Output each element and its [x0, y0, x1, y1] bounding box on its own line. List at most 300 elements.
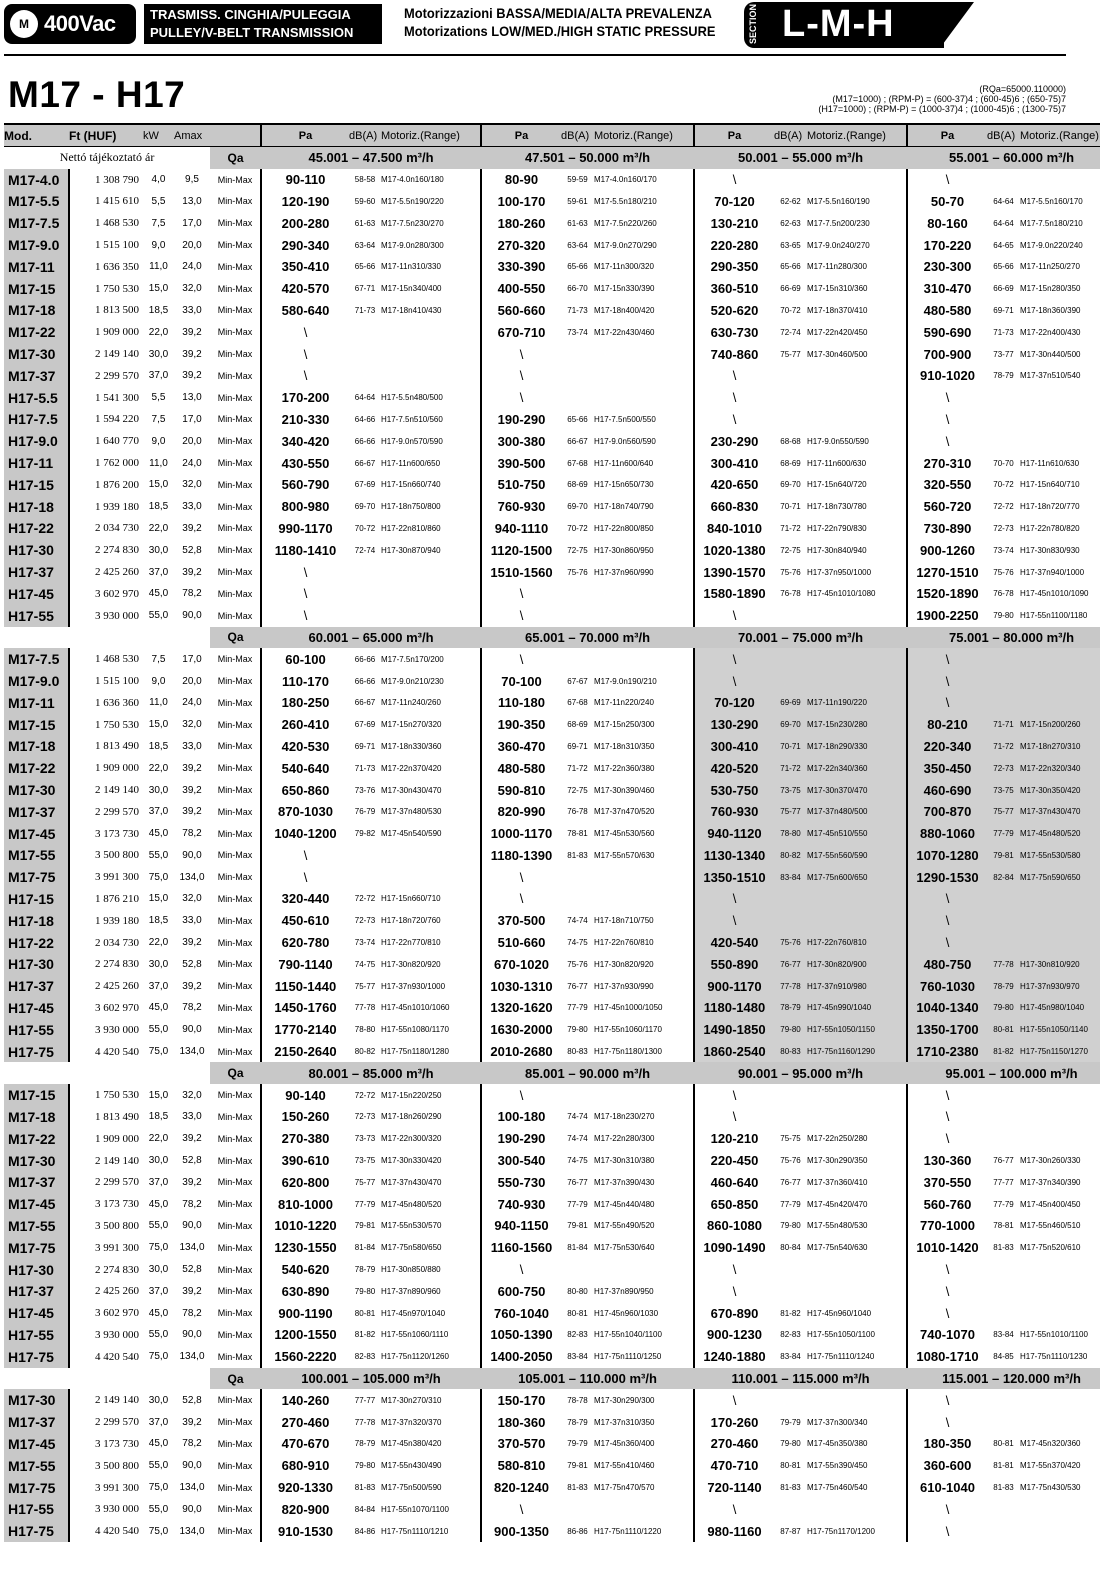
price-cell: 3 991 300	[95, 1481, 139, 1494]
empty-cell	[774, 888, 807, 910]
pa-cell: 270-320	[497, 237, 546, 253]
pa-cell: 810-1000	[278, 1196, 333, 1212]
model-cell: M17-37	[4, 1171, 69, 1193]
price-cell: 1 762 000	[95, 457, 139, 470]
empty-cell	[594, 648, 694, 670]
pa-cell: 420-650	[710, 477, 759, 493]
db-cell: 65-66	[780, 262, 801, 272]
price-cell: 3 991 300	[95, 871, 139, 884]
empty-cell	[774, 365, 807, 387]
model-cell: M17-30	[4, 343, 69, 365]
pa-cell: 1860-2540	[694, 1041, 774, 1063]
price-cell: 2 274 830	[95, 1263, 139, 1276]
page-header	[0, 0, 1100, 60]
motor-range-cell: M17-45n530/560	[594, 823, 694, 845]
db-cell: 71-73	[354, 305, 376, 315]
pa-cell: 790-1140	[278, 956, 333, 972]
empty-cell	[1020, 169, 1100, 191]
not-available-cell: \	[732, 1262, 737, 1278]
col-pa-header: Pa	[694, 124, 774, 147]
db-cell: 83-84	[780, 1352, 801, 1362]
pa-cell: 1150-1440	[274, 978, 337, 994]
pa-cell: 400-550	[497, 281, 546, 297]
pa-cell: 1710-2380	[907, 1041, 987, 1063]
pa-cell: 800-980	[281, 499, 330, 515]
minmax-cell: Min-Max	[210, 997, 261, 1019]
price-cell: 3 173 730	[95, 1198, 139, 1211]
model-cell: H17-7.5	[4, 409, 69, 431]
amax-cell: 39,2	[182, 806, 202, 818]
minmax-cell: Min-Max	[210, 583, 261, 605]
amax-cell: 90,0	[182, 1220, 202, 1232]
pa-cell: 180-360	[497, 1414, 546, 1430]
pa-cell: 120-190	[281, 193, 330, 209]
motor-range-cell: M17-75n520/610	[1020, 1237, 1100, 1259]
pa-cell: 260-410	[281, 717, 330, 733]
db-cell: 64-64	[993, 218, 1014, 228]
pa-cell: 980-1160	[707, 1523, 762, 1539]
model-cell: H17-55	[4, 1324, 69, 1346]
kw-cell: 7,5	[151, 413, 166, 425]
pa-cell: 390-500	[497, 455, 546, 471]
db-cell: 66-67	[354, 698, 376, 708]
price-cell: 2 425 260	[95, 1285, 139, 1298]
pa-cell: 1240-1880	[703, 1349, 766, 1365]
pa-cell: 630-890	[281, 1283, 330, 1299]
qa-spacer	[4, 1062, 210, 1084]
motor-range-cell: M17-45n420/470	[807, 1193, 907, 1215]
db-cell: 78-80	[354, 1025, 376, 1035]
db-cell: 68-69	[567, 720, 588, 730]
empty-cell	[561, 1259, 594, 1281]
minmax-cell: Min-Max	[210, 866, 261, 888]
empty-cell	[1020, 1084, 1100, 1106]
pa-cell: 560-660	[497, 302, 546, 318]
not-available-cell: \	[694, 648, 774, 670]
motor-range-cell: M17-30n260/330	[1020, 1150, 1100, 1172]
pa-cell: 910-1020	[920, 368, 975, 384]
empty-cell	[561, 648, 594, 670]
pa-cell: 270-460	[710, 1436, 759, 1452]
model-cell: H17-30	[4, 539, 69, 561]
kw-cell: 75,0	[148, 1242, 169, 1254]
kw-cell: 75,0	[148, 1046, 169, 1058]
pa-cell: 80-90	[504, 172, 539, 188]
pa-cell: 1160-1560	[490, 1240, 553, 1256]
not-available-cell: \	[694, 888, 774, 910]
db-cell: 77-79	[567, 1003, 588, 1013]
model-cell: M17-22	[4, 757, 69, 779]
pa-cell: 190-290	[497, 1131, 546, 1147]
motor-range-cell: M17-5.5n160/170	[1020, 191, 1100, 213]
table-row	[4, 866, 1100, 888]
motor-range-cell: M17-4.0n160/170	[594, 169, 694, 191]
table-row	[4, 605, 1100, 627]
pa-cell: 470-670	[281, 1436, 330, 1452]
pa-cell: 630-730	[710, 324, 759, 340]
pa-cell: 900-1350	[494, 1523, 549, 1539]
db-cell: 66-66	[354, 436, 376, 446]
empty-cell	[1020, 409, 1100, 431]
table-row	[4, 823, 1100, 845]
empty-cell	[594, 365, 694, 387]
motor-range-cell: M17-37n310/350	[594, 1411, 694, 1433]
db-cell: 80-83	[774, 1041, 807, 1063]
kw-cell: 55,0	[148, 1329, 169, 1341]
empty-cell	[987, 1259, 1020, 1281]
pa-cell: 1180-1410	[274, 542, 337, 558]
motor-range-cell: M17-75n540/630	[807, 1237, 907, 1259]
kw-cell: 75,0	[148, 871, 169, 883]
not-available-cell: \	[519, 1087, 524, 1103]
motor-range-cell: M17-22n430/460	[594, 321, 694, 343]
model-cell: M17-5.5	[4, 191, 69, 213]
empty-cell	[1020, 888, 1100, 910]
motor-range-cell: M17-45n320/360	[1020, 1433, 1100, 1455]
db-cell: 66-67	[354, 458, 376, 468]
amax-cell: 134,0	[179, 1525, 205, 1537]
not-available-cell: \	[694, 670, 774, 692]
motor-range-cell: M17-75n590/650	[1020, 866, 1100, 888]
minmax-cell: Min-Max	[210, 1019, 261, 1041]
motor-range-cell: M17-45n480/520	[381, 1193, 481, 1215]
table-row	[4, 1084, 1100, 1106]
amax-cell: 17,0	[182, 217, 202, 229]
db-cell: 66-69	[993, 284, 1014, 294]
pa-cell: 1400-2050	[490, 1349, 553, 1365]
db-cell: 72-74	[780, 327, 801, 337]
pa-cell: 620-800	[281, 1174, 330, 1190]
empty-cell	[807, 409, 907, 431]
motor-range-cell: M17-55n430/490	[381, 1455, 481, 1477]
db-cell: 74-74	[567, 1112, 588, 1122]
amax-cell: 17,0	[182, 653, 202, 665]
model-cell: M17-7.5	[4, 648, 69, 670]
price-cell: 3 500 800	[95, 849, 139, 862]
minmax-cell: Min-Max	[210, 736, 261, 758]
pa-cell: 610-1040	[920, 1480, 975, 1495]
db-cell: 79-80	[987, 997, 1020, 1019]
airflow-range: 110.001 – 115.000 m³/h	[694, 1368, 907, 1390]
pa-cell: 300-410	[710, 455, 759, 471]
db-cell: 77-78	[987, 953, 1020, 975]
amax-cell: 32,0	[182, 893, 202, 905]
motor-range-cell: M17-22n250/280	[807, 1128, 907, 1150]
empty-cell	[807, 910, 907, 932]
not-available-cell: \	[519, 390, 524, 406]
empty-cell	[381, 343, 481, 365]
model-cell: M17-30	[4, 779, 69, 801]
pa-cell: 900-1190	[278, 1305, 333, 1321]
pa-cell: 1520-1890	[916, 586, 979, 602]
pa-cell: 150-260	[281, 1109, 330, 1125]
empty-cell	[1020, 1106, 1100, 1128]
motor-range-cell: H17-18n720/760	[381, 910, 481, 932]
motor-range-cell: M17-7.5n170/200	[381, 648, 481, 670]
db-cell: 76-78	[567, 807, 588, 817]
db-cell: 72-75	[567, 785, 588, 795]
empty-cell	[774, 1389, 807, 1411]
motor-range-cell: H17-45n960/1040	[807, 1302, 907, 1324]
pa-cell: 360-510	[710, 281, 759, 297]
table-row	[4, 1520, 1100, 1542]
empty-cell	[1020, 648, 1100, 670]
table-row	[4, 343, 1100, 365]
pa-cell: 360-600	[923, 1458, 972, 1474]
motor-range-cell: H17-55n1050/1140	[1020, 1019, 1100, 1041]
motor-range-cell: H17-75n1120/1260	[381, 1346, 481, 1368]
motor-range-cell: M17-55n460/510	[1020, 1215, 1100, 1237]
motor-range-cell: M17-30n330/420	[381, 1150, 481, 1172]
transmission-label: TRASMISS. CINGHIA/PULEGGIA PULLEY/V-BELT TRANSMISSION	[144, 4, 382, 44]
minmax-cell: Min-Max	[210, 605, 261, 627]
motor-range-cell: H17-37n890/960	[381, 1280, 481, 1302]
qa-range-row	[4, 147, 1100, 169]
minmax-cell: Min-Max	[210, 1302, 261, 1324]
net-price-note: Nettó tájékoztató ár	[4, 147, 210, 169]
not-available-cell: \	[732, 172, 737, 188]
motor-range-cell: M17-15n330/390	[594, 278, 694, 300]
minmax-cell: Min-Max	[210, 910, 261, 932]
db-cell: 76-78	[780, 589, 801, 599]
pa-cell: 700-870	[907, 801, 987, 823]
airflow-range: 75.001 – 80.000 m³/h	[907, 627, 1100, 649]
empty-cell	[987, 648, 1020, 670]
minmax-cell: Min-Max	[210, 1498, 261, 1520]
page-title: M17 - H17	[8, 74, 186, 115]
pa-cell: 70-120	[694, 692, 774, 714]
kw-cell: 37,0	[148, 806, 169, 818]
db-cell: 62-63	[780, 218, 801, 228]
amax-cell: 39,2	[182, 1285, 202, 1297]
pa-cell: 700-900	[923, 346, 972, 362]
pa-cell: 670-710	[497, 324, 546, 340]
motor-range-cell: M17-30n440/500	[1020, 343, 1100, 365]
empty-cell	[807, 1259, 907, 1281]
db-cell: 81-82	[354, 1330, 376, 1340]
qa-spacer	[4, 1368, 210, 1390]
model-cell: H17-22	[4, 932, 69, 954]
db-cell: 61-63	[354, 218, 376, 228]
price-cell: 3 930 000	[95, 1503, 139, 1516]
motor-range-cell: H17-75n1150/1270	[1020, 1041, 1100, 1063]
pa-cell: 650-850	[710, 1196, 759, 1212]
pa-cell: 550-890	[694, 953, 774, 975]
empty-cell	[561, 1498, 594, 1520]
pa-cell: 1560-2220	[274, 1349, 337, 1365]
amax-cell: 24,0	[182, 457, 202, 469]
kw-cell: 55,0	[148, 1503, 169, 1515]
motor-range-cell: M17-30n370/470	[807, 779, 907, 801]
table-row	[4, 1237, 1100, 1259]
db-cell: 70-71	[780, 502, 801, 512]
empty-cell	[594, 605, 694, 627]
amax-cell: 90,0	[182, 1024, 202, 1036]
motor-range-cell: H17-9.0n550/590	[807, 430, 907, 452]
price-cell: 1 594 220	[95, 413, 139, 426]
price-cell: 1 750 530	[95, 1089, 139, 1102]
empty-cell	[1020, 670, 1100, 692]
motor-range-cell: M17-55n570/630	[594, 845, 694, 867]
minmax-cell: Min-Max	[210, 1433, 261, 1455]
motor-range-cell: M17-75n470/570	[594, 1477, 694, 1499]
motor-range-cell: H17-55n1050/1150	[807, 1019, 907, 1041]
motor-range-cell: M17-22n360/380	[594, 757, 694, 779]
price-cell: 3 500 800	[95, 1459, 139, 1472]
db-cell: 78-80	[774, 823, 807, 845]
db-cell: 74-75	[567, 938, 588, 948]
minmax-cell: Min-Max	[210, 1520, 261, 1542]
empty-cell	[987, 910, 1020, 932]
price-cell: 2 299 570	[95, 369, 139, 382]
db-cell: 84-85	[993, 1352, 1014, 1362]
pa-cell: 760-930	[694, 801, 774, 823]
kw-cell: 30,0	[148, 1394, 169, 1406]
pa-cell: 180-350	[923, 1436, 972, 1452]
airflow-range: 60.001 – 65.000 m³/h	[261, 627, 481, 649]
minmax-cell: Min-Max	[210, 1346, 261, 1368]
minmax-cell: Min-Max	[210, 932, 261, 954]
db-cell: 83-84	[774, 866, 807, 888]
price-cell: 4 420 540	[95, 1525, 139, 1538]
motor-range-cell: H17-30n820/920	[381, 953, 481, 975]
db-cell: 70-72	[780, 305, 801, 315]
pa-cell: 90-110	[285, 172, 326, 188]
db-cell: 67-67	[567, 676, 588, 686]
pa-cell: 600-750	[497, 1283, 546, 1299]
model-cell: M17-7.5	[4, 212, 69, 234]
price-cell: 1 909 000	[95, 1132, 139, 1145]
motor-range-cell: M17-37n320/370	[381, 1411, 481, 1433]
motor-range-cell: M17-7.5n180/210	[1020, 212, 1100, 234]
model-cell: M17-45	[4, 1193, 69, 1215]
model-cell: H17-5.5	[4, 387, 69, 409]
motor-range-cell: H17-55n1060/1110	[381, 1324, 481, 1346]
amax-cell: 24,0	[182, 261, 202, 273]
pa-cell: 1030-1310	[490, 978, 553, 994]
table-row	[4, 1324, 1100, 1346]
db-cell: 67-69	[354, 480, 376, 490]
col-mod-header: Mod.	[4, 124, 69, 147]
model-cell: H17-30	[4, 953, 69, 975]
db-cell: 79-80	[993, 611, 1014, 621]
pa-cell: 300-410	[694, 736, 774, 758]
motor-range-cell: H17-55n1060/1170	[594, 1019, 694, 1041]
table-row	[4, 1171, 1100, 1193]
motor-range-cell: M17-15n310/360	[807, 278, 907, 300]
db-cell: 77-78	[354, 1417, 376, 1427]
minmax-cell: Min-Max	[210, 1237, 261, 1259]
table-row	[4, 1259, 1100, 1281]
pa-cell: 480-580	[497, 760, 546, 776]
db-cell: 71-72	[987, 736, 1020, 758]
db-cell: 78-81	[993, 1221, 1014, 1231]
motor-range-cell: H17-75n1110/1220	[594, 1520, 694, 1542]
motor-range-cell: H17-22n810/860	[381, 518, 481, 540]
motor-range-cell: H17-30n820/900	[807, 953, 907, 975]
db-cell: 62-62	[780, 196, 801, 206]
airflow-range: 50.001 – 55.000 m³/h	[694, 147, 907, 169]
motor-range-cell: H17-75n1170/1200	[807, 1520, 907, 1542]
db-cell: 78-79	[354, 1265, 376, 1275]
db-cell: 70-72	[567, 523, 588, 533]
amax-cell: 134,0	[179, 871, 205, 883]
empty-cell	[349, 561, 381, 583]
pa-cell: 390-610	[281, 1153, 330, 1169]
pa-cell: 1350-1700	[907, 1019, 987, 1041]
kw-cell: 4,0	[151, 174, 166, 186]
not-available-cell: \	[945, 172, 950, 188]
amax-cell: 20,0	[182, 239, 202, 251]
pa-cell: 560-760	[923, 1196, 972, 1212]
kw-cell: 18,5	[148, 915, 169, 927]
db-cell: 66-66	[354, 654, 376, 664]
motor-range-cell: M17-18n410/430	[381, 300, 481, 322]
motor-range-cell: M17-30n390/460	[594, 779, 694, 801]
empty-cell	[349, 583, 381, 605]
qa-range-row	[4, 1062, 1100, 1084]
db-cell: 75-76	[780, 1156, 801, 1166]
pa-cell: 130-290	[694, 714, 774, 736]
not-available-cell: \	[519, 346, 524, 362]
price-cell: 1 636 350	[95, 260, 139, 273]
price-cell: 2 034 730	[95, 936, 139, 949]
db-cell: 81-83	[993, 1243, 1014, 1253]
db-cell: 79-80	[354, 1286, 376, 1296]
amax-cell: 90,0	[182, 849, 202, 861]
motor-range-cell: M17-22n320/340	[1020, 757, 1100, 779]
not-available-cell: \	[907, 648, 987, 670]
motor-range-cell: H17-75n1160/1290	[807, 1041, 907, 1063]
model-cell: H17-37	[4, 561, 69, 583]
model-cell: H17-30	[4, 1259, 69, 1281]
db-cell: 66-66	[354, 676, 376, 686]
not-available-cell: \	[945, 433, 950, 449]
not-available-cell: \	[945, 1087, 950, 1103]
motor-range-cell: H17-55n1080/1170	[381, 1019, 481, 1041]
motor-range-cell: M17-37n360/410	[807, 1171, 907, 1193]
motor-range-cell: M17-37n340/390	[1020, 1171, 1100, 1193]
model-cell: M17-30	[4, 1389, 69, 1411]
motor-range-cell: H17-7.5n510/560	[381, 409, 481, 431]
col-motor-range-header: Motoriz.(Range)	[594, 124, 694, 147]
db-cell: 63-64	[567, 240, 588, 250]
db-cell: 80-81	[987, 1019, 1020, 1041]
kw-cell: 75,0	[148, 1482, 169, 1493]
kw-cell: 37,0	[148, 566, 169, 578]
col-motor-range-header: Motoriz.(Range)	[807, 124, 907, 147]
empty-cell	[987, 1084, 1020, 1106]
empty-cell	[349, 605, 381, 627]
kw-cell: 45,0	[148, 1307, 169, 1319]
motor-range-cell: H17-37n940/1000	[1020, 561, 1100, 583]
db-cell: 72-73	[993, 523, 1014, 533]
col-pa-header: Pa	[261, 124, 349, 147]
price-cell: 2 299 570	[95, 1416, 139, 1429]
col-db-header: dB(A)	[349, 124, 381, 147]
airflow-range: 80.001 – 85.000 m³/h	[261, 1062, 481, 1084]
price-cell: 1 750 530	[95, 718, 139, 731]
amax-cell: 52,8	[182, 544, 202, 556]
empty-cell	[774, 1259, 807, 1281]
kw-cell: 15,0	[148, 719, 169, 731]
empty-cell	[774, 387, 807, 409]
not-available-cell: \	[303, 368, 308, 384]
pa-cell: 320-440	[281, 891, 330, 907]
db-cell: 82-83	[780, 1330, 801, 1340]
model-cell: M17-22	[4, 1128, 69, 1150]
pa-cell: 1180-1390	[490, 847, 553, 863]
